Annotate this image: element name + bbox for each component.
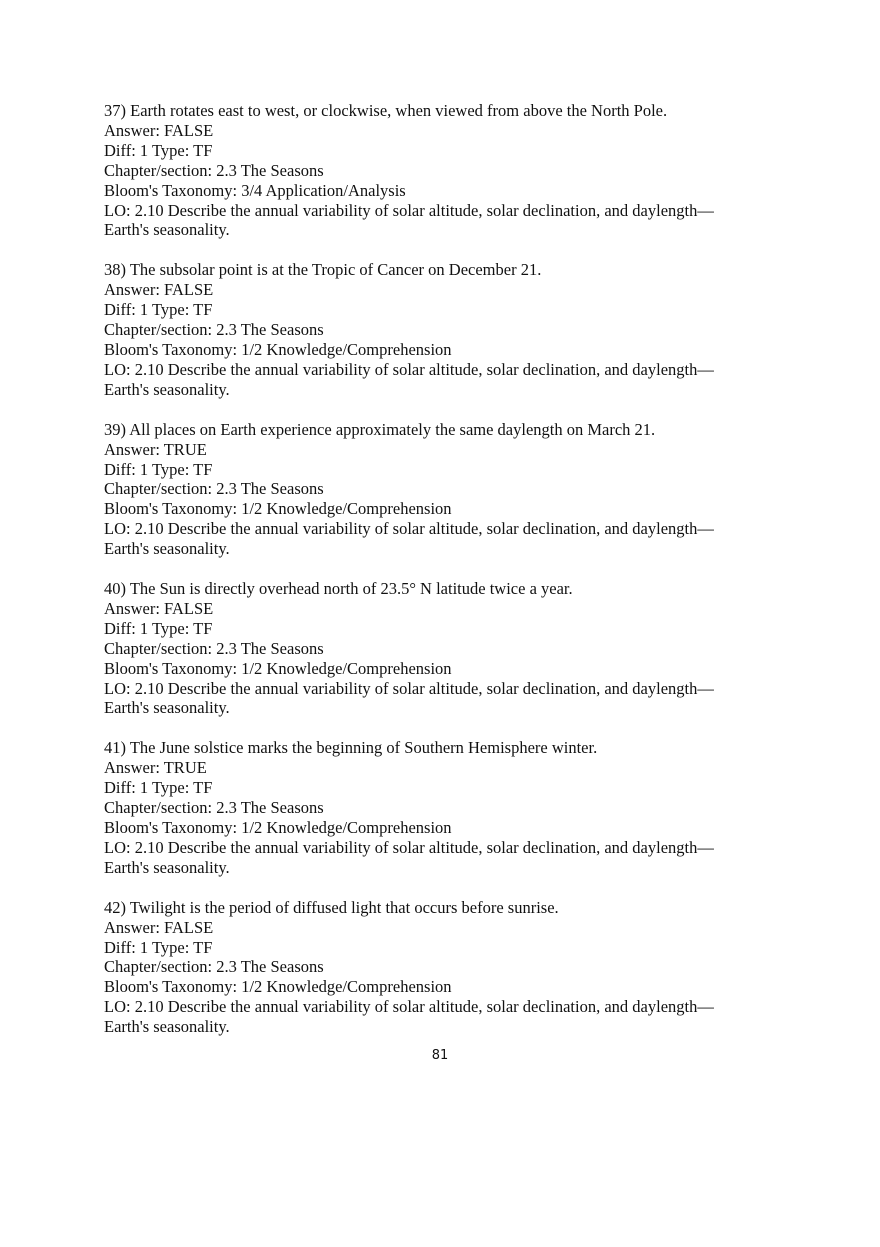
chapter-line: Chapter/section: 2.3 The Seasons — [104, 957, 324, 977]
answer-line: Answer: FALSE — [104, 598, 214, 618]
question-39 — [104, 420, 784, 559]
learning-objective-line: LO: 2.10 Describe the annual variability of solar altitude, solar declination, and daylength— — [104, 359, 714, 379]
question-stem: 40) The Sun is directly overhead north of 23.5° N latitude twice a year. — [104, 579, 573, 599]
learning-objective-continuation: Earth's seasonality. — [104, 1017, 230, 1037]
learning-objective-continuation: Earth's seasonality. — [104, 698, 230, 718]
bloom-line: Bloom's Taxonomy: 1/2 Knowledge/Comprehension — [104, 499, 452, 519]
bloom-line: Bloom's Taxonomy: 3/4 Application/Analysis — [104, 180, 406, 200]
difficulty-line: Diff: 1 Type: TF — [104, 937, 213, 957]
question-37 — [104, 101, 784, 240]
bloom-line: Bloom's Taxonomy: 1/2 Knowledge/Comprehension — [104, 658, 452, 678]
difficulty-line: Diff: 1 Type: TF — [104, 778, 213, 798]
chapter-line: Chapter/section: 2.3 The Seasons — [104, 638, 324, 658]
learning-objective-continuation: Earth's seasonality. — [104, 539, 230, 559]
chapter-line: Chapter/section: 2.3 The Seasons — [104, 320, 324, 340]
page-number: 81 — [431, 1048, 449, 1063]
answer-line: Answer: FALSE — [104, 120, 214, 140]
learning-objective-line: LO: 2.10 Describe the annual variability of solar altitude, solar declination, and daylength— — [104, 997, 714, 1017]
chapter-line: Chapter/section: 2.3 The Seasons — [104, 479, 324, 499]
bloom-line: Bloom's Taxonomy: 1/2 Knowledge/Comprehension — [104, 977, 452, 997]
question-stem: 37) Earth rotates east to west, or clockwise, when viewed from above the North Pole. — [104, 101, 668, 120]
question-stem: 39) All places on Earth experience approximately the same daylength on March 21. — [104, 419, 656, 439]
learning-objective-line: LO: 2.10 Describe the annual variability of solar altitude, solar declination, and daylength— — [104, 200, 714, 220]
chapter-line: Chapter/section: 2.3 The Seasons — [104, 160, 324, 180]
answer-line: Answer: FALSE — [104, 280, 214, 300]
document-page — [104, 101, 784, 1057]
question-stem: 38) The subsolar point is at the Tropic of Cancer on December 21. — [104, 260, 542, 280]
chapter-line: Chapter/section: 2.3 The Seasons — [104, 798, 324, 818]
learning-objective-continuation: Earth's seasonality. — [104, 379, 230, 399]
bloom-line: Bloom's Taxonomy: 1/2 Knowledge/Comprehension — [104, 339, 452, 359]
learning-objective-continuation: Earth's seasonality. — [104, 220, 230, 240]
learning-objective-continuation: Earth's seasonality. — [104, 857, 230, 877]
learning-objective-line: LO: 2.10 Describe the annual variability of solar altitude, solar declination, and daylength— — [104, 837, 714, 857]
difficulty-line: Diff: 1 Type: TF — [104, 618, 213, 638]
difficulty-line: Diff: 1 Type: TF — [104, 300, 213, 320]
learning-objective-line: LO: 2.10 Describe the annual variability of solar altitude, solar declination, and daylength— — [104, 678, 714, 698]
question-38 — [104, 260, 784, 399]
difficulty-line: Diff: 1 Type: TF — [104, 140, 213, 160]
question-stem: 41) The June solstice marks the beginning of Southern Hemisphere winter. — [104, 738, 598, 758]
question-stem: 42) Twilight is the period of diffused light that occurs before sunrise. — [104, 897, 559, 917]
question-40 — [104, 579, 784, 718]
answer-line: Answer: FALSE — [104, 917, 214, 937]
answer-line: Answer: TRUE — [104, 758, 207, 778]
question-41 — [104, 738, 784, 877]
difficulty-line: Diff: 1 Type: TF — [104, 459, 213, 479]
answer-line: Answer: TRUE — [104, 439, 207, 459]
question-42 — [104, 898, 784, 1037]
learning-objective-line: LO: 2.10 Describe the annual variability of solar altitude, solar declination, and daylength— — [104, 519, 714, 539]
bloom-line: Bloom's Taxonomy: 1/2 Knowledge/Comprehension — [104, 818, 452, 837]
